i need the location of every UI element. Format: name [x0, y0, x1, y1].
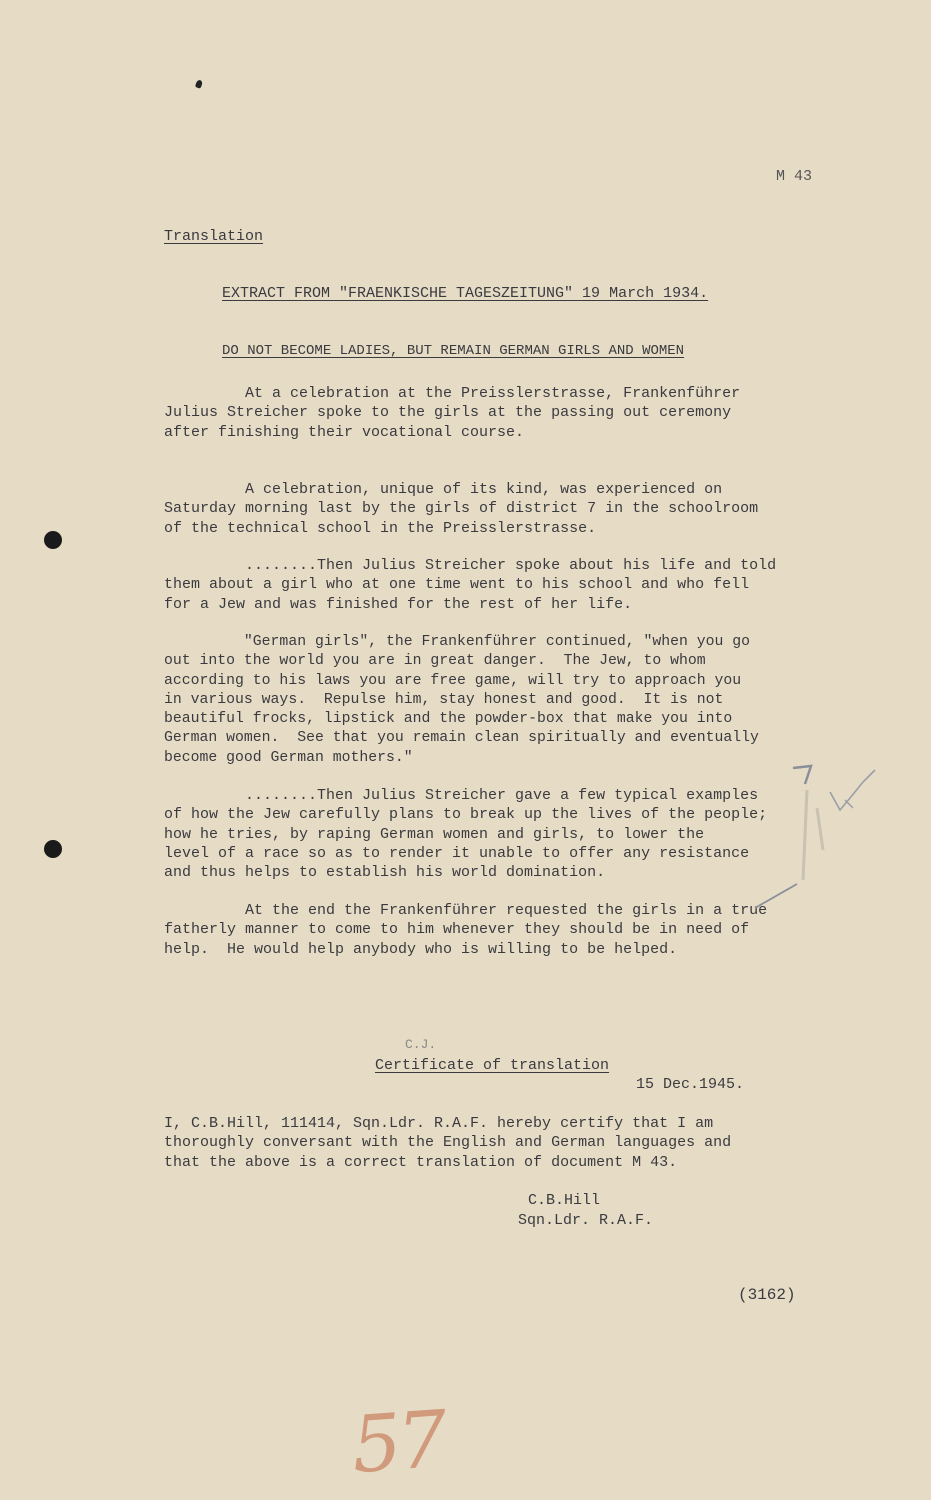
- handwritten-page-number: 57: [348, 1394, 447, 1492]
- paragraph-2: A celebration, unique of its kind, was experienced on Saturday morning last by the girls of district 7 in the schoolroom of the technical school in the Preisslerstrasse.: [164, 481, 759, 537]
- paragraph-3: ........Then Julius Streicher spoke about his life and told them about a girl who at one time went to his school and who fell for a Jew and was finished for the rest of her life.: [164, 557, 777, 613]
- paragraph-4: "German girls", the Frankenführer continued, "when you go out into the world you are in great danger. The Jew, to whom according to his laws you are free game, will try to approach you in various ways. Repulse him, stay honest and good. It is not beautiful frocks, lipstick and the powder-box that make you into German women. See that you remain clean spiritually and eventually become good German mothers.": [164, 634, 759, 766]
- paragraph-1: At a celebration at the Preisslerstrasse, Frankenführer Julius Streicher spoke to the girls at the passing out ceremony after finishing their vocational course.: [164, 385, 741, 441]
- translation-label: Translation: [164, 228, 264, 245]
- certificate-date: 15 Dec.1945.: [636, 1076, 745, 1093]
- document-reference: M 43: [776, 168, 813, 185]
- ink-mark: [195, 79, 203, 89]
- extract-title: EXTRACT FROM "FRAENKISCHE TAGESZEITUNG" 19 March 1934.: [222, 285, 709, 302]
- certificate-title: Certificate of translation: [375, 1057, 610, 1074]
- punch-hole-bottom: [44, 840, 62, 858]
- document-number: (3162): [738, 1286, 796, 1304]
- certificate-text: I, C.B.Hill, 111414, Sqn.Ldr. R.A.F. hereby certify that I am thoroughly conversant with the English and German languages and that the above is a correct translation of document M 43.: [164, 1115, 732, 1171]
- paragraph-5: ........Then Julius Streicher gave a few typical examples of how the Jew carefully plans to break up the lives of the people; how he tries, by raping German women and girls, to lower the level of a race so as to render it unable to offer any resistance and thus helps to establish his world domination.: [164, 787, 768, 882]
- certificate-small-mark: C.J.: [405, 1037, 437, 1052]
- article-headline: DO NOT BECOME LADIES, BUT REMAIN GERMAN GIRLS AND WOMEN: [222, 343, 685, 359]
- margin-pencil-mark: [745, 760, 895, 910]
- punch-hole-top: [44, 531, 62, 549]
- signature-rank: Sqn.Ldr. R.A.F.: [518, 1212, 654, 1229]
- signature-name: C.B.Hill: [528, 1192, 601, 1209]
- paragraph-6: At the end the Frankenführer requested the girls in a true fatherly manner to come to him whenever they should be in need of help. He would help anybody who is willing to be helped.: [164, 902, 768, 958]
